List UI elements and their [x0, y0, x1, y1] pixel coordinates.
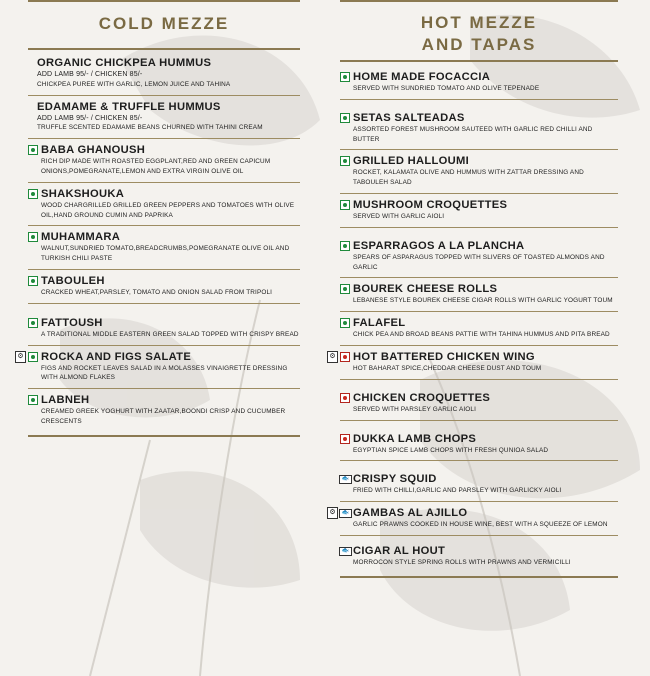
divider: [340, 460, 618, 461]
menu-item: [340, 432, 618, 456]
divider: [28, 182, 300, 183]
menu-item: [28, 393, 300, 427]
veg-icon: [28, 145, 38, 155]
item-name: BABA GHANOUSH: [41, 144, 146, 157]
menu-item: [340, 70, 618, 94]
cold-mezze-heading: COLD MEZZE: [98, 14, 230, 33]
menu-item: [340, 111, 618, 145]
menu-item: [329, 506, 618, 530]
veg-icon: [340, 72, 350, 82]
item-description: WALNUT,SUNDRIED TOMATO,BREADCRUMBS,POMEGRANATE OLIVE OIL AND TURKISH CHILI PASTE: [41, 245, 290, 263]
divider: [340, 149, 618, 150]
veg-icon: [340, 241, 350, 251]
divider: [340, 99, 618, 100]
heading-rule: [340, 60, 618, 62]
seafood-icon: 🐟: [339, 475, 352, 484]
veg-icon: [340, 156, 350, 166]
veg-icon: [340, 284, 350, 294]
item-name: MUSHROOM CROQUETTES: [353, 198, 508, 211]
item-name: DUKKA LAMB CHOPS: [353, 432, 477, 445]
item-description: FRIED WITH CHILLI,GARLIC AND PARSLEY WITH GARLICKY AIOLI: [353, 487, 562, 495]
veg-icon: [28, 318, 38, 328]
menu-item: [28, 56, 300, 90]
item-name: ORGANIC CHICKPEA HUMMUS: [37, 57, 212, 69]
top-rule: [340, 0, 618, 2]
divider: [340, 277, 618, 278]
veg-icon: [28, 189, 38, 199]
menu-item: [340, 282, 618, 306]
chef-special-icon: ⚙: [327, 507, 338, 519]
bottom-rule: [340, 576, 618, 578]
item-description: SPEARS OF ASPARAGUS TOPPED WITH SLIVERS OF TOASTED ALMONDS AND GARLIC: [353, 253, 605, 271]
item-name: SETAS SALTEADAS: [353, 111, 465, 124]
hot-mezze-heading-line1: HOT MEZZE: [420, 13, 538, 32]
divider: [340, 227, 618, 228]
menu-item: [28, 100, 300, 134]
item-name: GRILLED HALLOUMI: [353, 155, 470, 168]
divider: [28, 95, 300, 96]
nonveg-icon: [340, 393, 350, 403]
menu-item: [28, 316, 300, 340]
chef-special-icon: ⚙: [327, 351, 338, 363]
heading-rule: [28, 48, 300, 50]
menu-item: [340, 198, 618, 222]
item-name: HOT BATTERED CHICKEN WING: [353, 350, 535, 363]
chef-special-icon: ⚙: [15, 351, 26, 363]
item-name: FATTOUSH: [41, 316, 103, 329]
item-description: ASSORTED FOREST MUSHROOM SAUTEED WITH GARLIC RED CHILLI AND BUTTER: [353, 125, 593, 143]
item-name: HOME MADE FOCACCIA: [353, 71, 491, 83]
item-name: ESPARRAGOS A LA PLANCHA: [353, 239, 525, 252]
veg-icon: [28, 276, 38, 286]
item-description: CHICKPEA PUREE WITH GARLIC, LEMON JUICE AND TAHINA: [37, 80, 231, 88]
menu-item: [28, 230, 300, 264]
item-addon: ADD LAMB 95/- / CHICKEN 85/-: [37, 71, 143, 78]
item-name: CRISPY SQUID: [353, 473, 437, 486]
item-description: SERVED WITH SUNDRIED TOMATO AND OLIVE TEPENADE: [353, 85, 540, 92]
item-description: ROCKET, KALAMATA OLIVE AND HUMMUS WITH ZATTAR DRESSING AND TABOULEH SALAD: [353, 169, 584, 187]
seafood-icon: 🐟: [339, 509, 352, 518]
top-rule: [28, 0, 300, 2]
item-description: CRACKED WHEAT,PARSLEY, TOMATO AND ONION SALAD FROM TRIPOLI: [41, 288, 273, 296]
item-name: TABOULEH: [41, 274, 105, 287]
item-description: A TRADITIONAL MIDDLE EASTERN GREEN SALAD TOPPED WITH CRISPY BREAD: [41, 330, 299, 338]
menu-item: [340, 239, 618, 273]
item-name: ROCKA AND FIGS SALATE: [41, 350, 192, 363]
divider: [28, 388, 300, 389]
menu-item: [28, 274, 300, 298]
divider: [28, 303, 300, 304]
menu-item: [340, 544, 618, 568]
item-description: FIGS AND ROCKET LEAVES SALAD IN A MOLASSES VINAIGRETTE DRESSING WITH ALMOND FLAKES: [41, 364, 288, 382]
item-description: CHICK PEA AND BROAD BEANS PATTIE WITH TAHINA HUMMUS AND PITA BREAD: [353, 331, 610, 339]
seafood-icon: 🐟: [339, 547, 352, 556]
item-description: RICH DIP MADE WITH ROASTED EGGPLANT,RED AND GREEN CAPICUM ONIONS,POMEGRANATE,LEMON AND EXTRA VIRGIN OLIVE OIL: [41, 158, 271, 175]
menu-item: [28, 187, 300, 221]
item-description: HOT BAHARAT SPICE,CHEDDAR CHEESE DUST AND TOUM: [353, 364, 542, 372]
menu-item: [340, 316, 618, 340]
item-name: LABNEH: [41, 394, 90, 407]
veg-icon: [28, 232, 38, 242]
menu-item: [28, 143, 300, 177]
item-name: GAMBAS AL AJILLO: [353, 507, 468, 520]
divider: [340, 311, 618, 312]
item-description: WOOD CHARGRILLED GRILLED GREEN PEPPERS AND TOMATOES WITH OLIVE OIL,HAND GROUND CUMIN AND PAPRIKA: [41, 201, 295, 219]
divider: [340, 420, 618, 421]
menu-item: [17, 350, 300, 384]
veg-icon: [340, 200, 350, 210]
hot-mezze-column: [329, 0, 618, 578]
divider: [28, 225, 300, 226]
cold-mezze-column: [17, 0, 300, 437]
divider: [340, 193, 618, 194]
item-description: CREAMED GREEK YOGHURT WITH ZAATAR,BOONDI CRISP AND CUCUMBER CRESCENTS: [41, 408, 286, 425]
menu-item: [340, 472, 618, 496]
item-name: CHICKEN CROQUETTES: [353, 391, 491, 404]
divider: [340, 501, 618, 502]
veg-icon: [28, 352, 38, 362]
item-description: EGYPTIAN SPICE LAMB CHOPS WITH FRESH QUNIOA SALAD: [353, 446, 549, 454]
menu-item: [340, 154, 618, 188]
item-name: MUHAMMARA: [41, 231, 121, 244]
bottom-rule: [28, 435, 300, 437]
hot-mezze-heading: [340, 12, 618, 56]
divider: [28, 138, 300, 139]
divider: [340, 379, 618, 380]
veg-icon: [340, 113, 350, 123]
divider: [28, 269, 300, 270]
hot-mezze-heading-line2: AND TAPAS: [421, 35, 537, 54]
veg-icon: [28, 395, 38, 405]
divider: [340, 345, 618, 346]
item-addon: ADD LAMB 95/- / CHICKEN 85/-: [37, 114, 143, 122]
divider: [340, 535, 618, 536]
item-description: MORROCON STYLE SPRING ROLLS WITH PRAWNS AND VERMICILLI: [353, 558, 571, 566]
nonveg-icon: [340, 352, 350, 362]
menu-item: [340, 391, 618, 415]
item-name: CIGAR AL HOUT: [353, 544, 446, 557]
item-description: SERVED WITH GARLIC AIOLI: [353, 212, 445, 220]
item-description: LEBANESE STYLE BOUREK CHEESE CIGAR ROLLS WITH GARLIC YOGURT TOUM: [353, 297, 613, 305]
veg-icon: [340, 318, 350, 328]
item-name: EDAMAME & TRUFFLE HUMMUS: [37, 100, 221, 113]
item-name: SHAKSHOUKA: [41, 187, 125, 200]
nonveg-icon: [340, 434, 350, 444]
item-description: TRUFFLE SCENTED EDAMAME BEANS CHURNED WITH TAHINI CREAM: [37, 124, 263, 132]
divider: [28, 345, 300, 346]
item-name: FALAFEL: [353, 317, 406, 330]
item-name: BOUREK CHEESE ROLLS: [353, 283, 498, 296]
item-description: SERVED WITH PARSLEY GARLIC AIOLI: [353, 405, 477, 413]
item-description: GARLIC PRAWNS COOKED IN HOUSE WINE, BEST WITH A SQUEEZE OF LEMON: [353, 521, 608, 529]
menu-item: [329, 350, 618, 374]
